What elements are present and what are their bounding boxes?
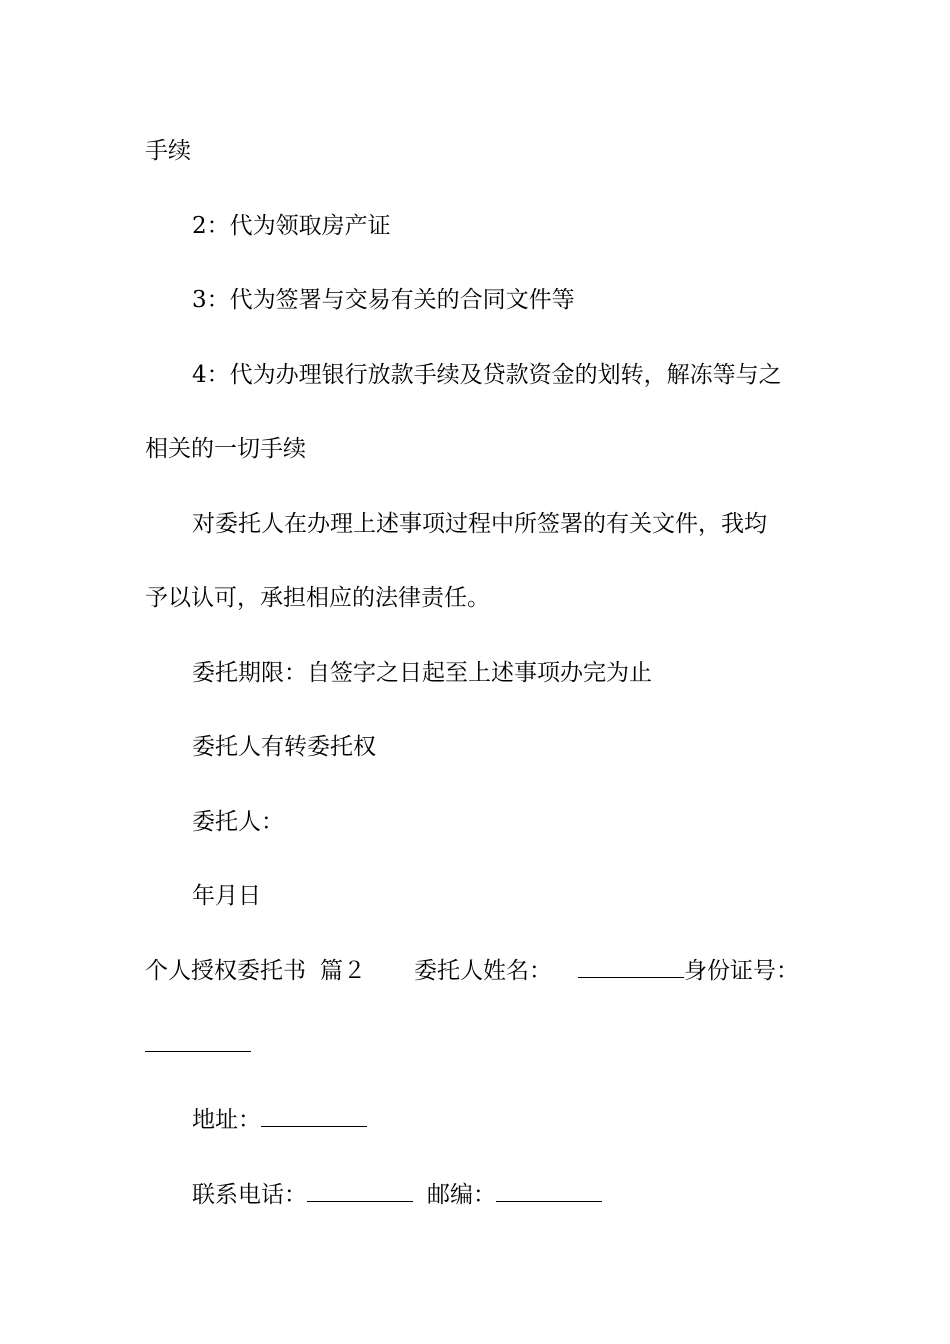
phone-blank[interactable] [307, 1183, 413, 1202]
postcode-blank[interactable] [496, 1183, 602, 1202]
paragraph-approval: 对委托人在办理上述事项过程中所签署的有关文件，我均 [192, 511, 767, 537]
sub-delegation-right: 委托人有转委托权 [192, 734, 376, 760]
address-blank[interactable] [261, 1108, 367, 1127]
principal-signature-label: 委托人： [192, 809, 284, 835]
address-line [192, 1105, 812, 1135]
list-item-4-continued: 相关的一切手续 [145, 436, 306, 462]
list-item-3: 3：代为签署与交易有关的合同文件等 [192, 287, 575, 313]
principal-name-blank[interactable] [578, 959, 684, 978]
section-title: 个人授权委托书 [145, 958, 306, 984]
paragraph-line: 手续 [145, 138, 191, 164]
section-part-label: 篇２ [320, 958, 366, 984]
date-label: 年月日 [192, 883, 261, 909]
principal-name-label: 委托人姓名： [414, 958, 552, 984]
postcode-label: 邮编： [427, 1182, 496, 1208]
address-label: 地址： [192, 1107, 261, 1133]
paragraph-approval-continued: 予以认可，承担相应的法律责任。 [145, 585, 490, 611]
id-number-label: 身份证号： [684, 958, 799, 984]
id-number-line [145, 1030, 810, 1060]
list-item-4: 4：代为办理银行放款手续及贷款资金的划转，解冻等与之 [192, 362, 782, 388]
entrust-period: 委托期限：自签字之日起至上述事项办完为止 [192, 660, 652, 686]
section-2-header-line [145, 956, 810, 986]
phone-label: 联系电话： [192, 1182, 307, 1208]
id-number-blank[interactable] [145, 1033, 251, 1052]
contact-line [192, 1180, 812, 1210]
list-item-2: 2：代为领取房产证 [192, 213, 391, 239]
